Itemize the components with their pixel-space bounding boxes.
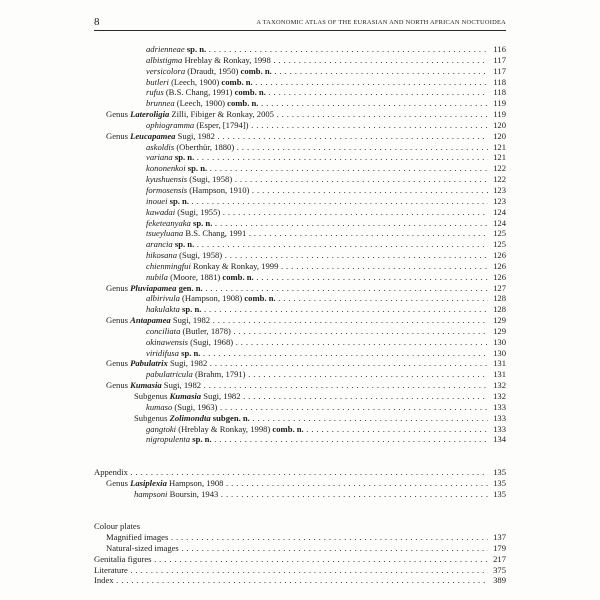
nomenclatural-status: comb. n.: [220, 271, 254, 282]
taxon-name-italic: askoldis: [146, 141, 175, 152]
page-ref: 132: [489, 391, 506, 402]
rank-label: Genus: [106, 358, 131, 369]
nomenclatural-status: sp. n.: [190, 434, 212, 445]
taxon-name: [146, 163, 186, 173]
page-ref: 126: [489, 272, 506, 283]
toc-entry-title: [106, 380, 488, 391]
page-ref: 121: [489, 152, 506, 163]
taxon-author: Zilli, Fibiger & Ronkay, 2005: [169, 109, 274, 120]
rank-label: Genus: [106, 282, 131, 293]
page-ref: 131: [489, 369, 506, 380]
taxon-name-italic: feketeanyaka: [146, 217, 191, 228]
toc-entry-title: [146, 98, 488, 109]
toc-entry: [94, 532, 506, 543]
taxon-name: [146, 120, 194, 130]
toc-entry-title: [134, 489, 488, 500]
nomenclatural-status: comb. n.: [238, 65, 272, 76]
toc-entry: [94, 337, 506, 348]
section-title: Magnified images: [106, 531, 169, 542]
page-ref: 133: [489, 402, 506, 413]
toc-entry-title: [146, 293, 488, 304]
page-ref: 135: [489, 478, 506, 489]
toc-entry: [94, 109, 506, 120]
taxon-name-italic: formosensis: [146, 184, 188, 195]
page-ref: 132: [489, 380, 506, 391]
taxon-name: [146, 369, 193, 379]
page-ref: 129: [489, 315, 506, 326]
taxon-name-italic: conciliata: [146, 325, 181, 336]
toc-spacer: [94, 445, 506, 456]
page-ref: 135: [489, 467, 506, 478]
taxon-author: (Moore, 1881): [167, 271, 221, 282]
nomenclatural-status: sp. n.: [184, 44, 207, 54]
toc-entry-title: [106, 283, 488, 294]
page-ref: 124: [489, 218, 506, 229]
toc-entry: [94, 261, 506, 272]
taxon-name-italic: kawadai: [146, 206, 176, 217]
taxon-name-italic: variana: [146, 152, 173, 163]
toc-entry-title: [146, 163, 488, 174]
toc-entry-title: [146, 424, 488, 435]
taxon-author: Hreblay & Ronkay, 1998: [182, 54, 271, 65]
taxon-author: (Sugi, 1958): [177, 250, 223, 261]
taxon-name: [146, 87, 164, 97]
page-ref: 126: [489, 250, 506, 261]
taxon-name: [146, 207, 175, 217]
toc-entry: [94, 575, 506, 586]
page-ref: 179: [489, 543, 506, 554]
taxon-author: (Hampson, 1908): [179, 293, 243, 304]
page-ref: 124: [489, 207, 506, 218]
taxon-author: (B.S. Chang, 1991): [163, 87, 233, 98]
taxon-name-italic: brunnea: [146, 98, 175, 109]
toc-entry-title: [146, 66, 488, 77]
toc-entry-title: [146, 304, 488, 315]
taxon-name-italic: Kumasia: [130, 380, 162, 391]
toc-entry: [94, 467, 506, 478]
taxon-author: (Leech, 1900): [168, 76, 220, 87]
nomenclatural-status: sp. n.: [172, 239, 195, 250]
toc-entry: [94, 272, 506, 283]
taxon-author: (Hreblay & Ronkay, 1998): [176, 423, 271, 434]
taxon-name-italic: Zolimondta: [169, 412, 211, 423]
rank-label: Subgenus: [134, 412, 170, 423]
toc-entry: [94, 489, 506, 500]
taxon-name-italic: Lateroligia: [130, 109, 170, 120]
taxon-author: Sugi, 1982: [175, 130, 215, 141]
toc-entry: [94, 185, 506, 196]
taxon-name-italic: kumaso: [146, 401, 173, 412]
toc-entry: [94, 380, 506, 391]
toc-entry-title: [146, 120, 488, 131]
toc-entry-title: [94, 575, 488, 586]
taxon-name-italic: albistigma: [146, 54, 183, 65]
toc-entry: [94, 315, 506, 326]
taxon-name: [146, 55, 182, 65]
taxon-author: (Esper, [1794]): [194, 119, 249, 130]
taxon-name: [130, 478, 167, 488]
rank-label: Subgenus: [134, 391, 170, 401]
taxon-author: (Sugi, 1958): [187, 174, 233, 185]
taxon-name: [146, 185, 187, 195]
taxon-name: [146, 77, 169, 87]
taxon-name: [130, 315, 171, 325]
toc-entry-title: [146, 77, 488, 88]
toc-spacer: [94, 456, 506, 467]
taxon-name-italic: ophiogramma: [146, 119, 195, 130]
toc-entry-title: [146, 434, 488, 445]
taxon-name-italic: hakulakta: [146, 304, 180, 315]
toc-entry: [94, 402, 506, 413]
taxon-name-italic: nigropulenta: [146, 434, 191, 445]
toc-entry: [94, 304, 506, 315]
toc-entry: [94, 293, 506, 304]
taxon-name-italic: hampsoni: [134, 488, 168, 499]
toc-entry-title: [146, 272, 488, 283]
toc-entry: [94, 391, 506, 402]
taxon-name: [146, 348, 179, 358]
page-number: 8: [94, 16, 100, 28]
rank-label: Genus: [106, 109, 131, 120]
page-ref: 131: [489, 358, 506, 369]
taxon-name: [146, 326, 180, 336]
toc-entry-title: [146, 44, 488, 55]
taxon-name-italic: kononenkoi: [146, 163, 186, 174]
toc-entry-title: [106, 532, 488, 543]
page-ref: 117: [489, 66, 506, 77]
page-ref: 134: [489, 434, 506, 445]
toc-entry-title: [106, 543, 488, 554]
taxon-author: Boursin, 1943: [167, 488, 219, 499]
taxon-author: (Oberthür, 1880): [174, 141, 235, 152]
taxon-name: [146, 228, 183, 238]
page-ref: 120: [489, 131, 506, 142]
page-ref: 130: [489, 337, 506, 348]
toc-entry: [94, 44, 506, 55]
taxon-name-italic: butleri: [146, 76, 169, 87]
page-ref: 118: [489, 87, 506, 98]
taxon-name-italic: Pabulatrix: [130, 358, 168, 369]
toc-entry: [94, 163, 506, 174]
taxon-author: B.S. Chang, 1991: [183, 228, 247, 239]
taxon-name: [170, 391, 202, 401]
page-ref: 137: [489, 532, 506, 543]
taxon-name: [130, 380, 162, 390]
page-ref: 125: [489, 239, 506, 250]
section-title: Colour plates: [94, 521, 141, 532]
toc-entry: [94, 142, 506, 153]
toc-entry: [94, 120, 506, 131]
toc-entry-title: [106, 478, 488, 489]
taxon-author: (Draudt, 1950): [185, 65, 239, 76]
rank-label: Genus: [106, 130, 131, 141]
taxon-name-italic: kyushuensis: [146, 174, 188, 185]
page-ref: 119: [489, 98, 506, 109]
toc-entry-title: [146, 369, 488, 380]
taxon-name: [130, 283, 176, 293]
page-ref: 117: [489, 55, 506, 66]
toc-spacer: [94, 499, 506, 510]
toc-entry: [94, 152, 506, 163]
toc-entry: [94, 207, 506, 218]
toc-entry-title: [106, 358, 488, 369]
toc-entry: [94, 358, 506, 369]
section-title: Natural-sized images: [106, 542, 179, 553]
section-title: Literature: [94, 564, 128, 575]
taxon-name: [130, 358, 168, 368]
toc-entry-title: [146, 348, 488, 359]
toc-entry-title: [146, 87, 488, 98]
taxon-name-italic: Pluviapamea: [130, 282, 177, 293]
nomenclatural-status: comb. n.: [270, 423, 304, 434]
section-title: Genitalia figures: [94, 553, 152, 564]
toc-entry: [94, 543, 506, 554]
page-ref: 116: [489, 44, 506, 55]
toc-entry: [94, 250, 506, 261]
toc-entry: [94, 434, 506, 445]
page-ref: 375: [489, 565, 506, 576]
page-ref: 120: [489, 120, 506, 131]
taxon-name-italic: Kumasia: [169, 391, 202, 401]
toc-entry-title: [146, 174, 488, 185]
toc-entry: [94, 413, 506, 424]
taxon-name: [146, 44, 185, 54]
taxon-author: Sugi, 1982: [170, 315, 211, 326]
taxon-name: [134, 489, 167, 499]
taxon-name: [146, 174, 187, 184]
toc-entry: [94, 131, 506, 142]
taxon-name-italic: pabulatricula: [146, 369, 193, 380]
nomenclatural-status: sp. n.: [179, 304, 202, 315]
toc-entry: [94, 326, 506, 337]
taxon-name: [146, 98, 175, 108]
taxon-author: (Sugi, 1968): [188, 336, 234, 347]
taxon-name: [146, 250, 177, 260]
toc-entry-title: [94, 521, 488, 532]
page-ref: 126: [489, 261, 506, 272]
page-ref: 121: [489, 142, 506, 153]
nomenclatural-status: sp. n.: [178, 347, 201, 358]
taxon-name-italic: viridifusa: [146, 347, 179, 358]
toc-entry: [94, 424, 506, 435]
toc-entry: [94, 369, 506, 380]
taxon-name: [146, 293, 180, 303]
section-title: Index: [94, 575, 114, 586]
page-ref: 389: [489, 575, 506, 586]
taxon-name: [146, 218, 191, 228]
taxon-author: (Leech, 1900): [174, 98, 226, 109]
toc-entry-title: [146, 152, 488, 163]
nomenclatural-status: sp. n.: [185, 163, 208, 174]
taxon-author: Ronkay & Ronkay, 1999: [190, 260, 279, 271]
taxon-name: [146, 424, 176, 434]
taxon-author: Hampson, 1908: [166, 477, 224, 488]
page-ref: 123: [489, 196, 506, 207]
page-ref: 217: [489, 554, 506, 565]
toc-entry-title: [146, 207, 488, 218]
running-title: A TAXONOMIC ATLAS OF THE EURASIAN AND NORTH AFRICAN NOCTUOIDEA: [256, 19, 506, 26]
page-ref: 128: [489, 293, 506, 304]
taxon-name-italic: arancia: [146, 239, 173, 250]
toc-entry: [94, 98, 506, 109]
page-ref: 118: [489, 77, 506, 88]
page-ref: 122: [489, 174, 506, 185]
taxon-name: [146, 196, 167, 206]
page-ref: 133: [489, 424, 506, 435]
toc-entry-title: [94, 565, 488, 576]
toc-entry-title: [146, 228, 488, 239]
taxon-name: [146, 402, 172, 412]
toc-entry-title: [146, 196, 488, 207]
nomenclatural-status: subgen. n.: [210, 412, 250, 423]
toc-entry-title: [146, 185, 488, 196]
toc-entry-title: [134, 413, 488, 424]
toc-entry: [94, 55, 506, 66]
toc-entry-title: [146, 326, 488, 337]
rank-label: Genus: [106, 477, 131, 488]
toc-entry: [94, 283, 506, 294]
toc-entry-title: [146, 55, 488, 66]
taxon-name: [146, 261, 191, 271]
nomenclatural-status: comb. n.: [219, 76, 253, 87]
page-ref: 135: [489, 489, 506, 500]
toc-entry: [94, 87, 506, 98]
toc-entry: [94, 174, 506, 185]
page-ref: 130: [489, 348, 506, 359]
taxon-name: [146, 272, 168, 282]
toc-entry: [94, 565, 506, 576]
taxon-name: [146, 434, 190, 444]
taxon-name-italic: Antapamea: [130, 315, 171, 326]
toc-entry: [94, 228, 506, 239]
taxon-name: [130, 109, 169, 119]
page-ref: 127: [489, 283, 506, 294]
nomenclatural-status: gen. n.: [176, 282, 203, 293]
page-ref: 123: [489, 185, 506, 196]
taxon-author: (Hampson, 1910): [187, 184, 250, 195]
page-ref: 122: [489, 163, 506, 174]
taxon-name-italic: albirivula: [146, 293, 180, 304]
nomenclatural-status: sp. n.: [167, 195, 189, 206]
toc-entry: [94, 77, 506, 88]
taxon-author: Sugi, 1982: [167, 358, 208, 369]
rank-label: Genus: [106, 315, 131, 326]
toc-entry: [94, 554, 506, 565]
toc-entry-title: [106, 315, 488, 326]
taxon-author: (Butler, 1878): [180, 325, 231, 336]
taxon-author: (Sugi, 1955): [175, 206, 221, 217]
page-header: [94, 16, 506, 31]
toc-entry: [94, 239, 506, 250]
taxon-name-italic: adrienneae: [146, 44, 185, 54]
nomenclatural-status: sp. n.: [190, 217, 213, 228]
toc-entry-title: [94, 467, 488, 478]
taxon-author: (Brahm, 1791): [192, 369, 246, 380]
toc-entry-title: [146, 239, 488, 250]
section-title: Appendix: [94, 466, 128, 477]
taxon-name-italic: versicolora: [146, 65, 186, 76]
nomenclatural-status: sp. n.: [172, 152, 195, 163]
toc-entry-title: [146, 402, 488, 413]
taxon-name-italic: Leucapamea: [130, 130, 176, 141]
page-ref: 119: [489, 109, 506, 120]
page-ref: 129: [489, 326, 506, 337]
taxon-name: [146, 152, 173, 162]
taxon-name: [146, 142, 174, 152]
nomenclatural-status: comb. n.: [242, 293, 276, 304]
toc-entry-title: [146, 142, 488, 153]
toc-entry-title: [146, 218, 488, 229]
nomenclatural-status: comb. n.: [225, 98, 259, 109]
taxon-name: [170, 413, 211, 423]
page-ref: 133: [489, 413, 506, 424]
taxon-name: [146, 239, 173, 249]
taxon-name-italic: tsueyluana: [146, 228, 184, 239]
taxon-author: Sugi, 1982: [201, 391, 241, 401]
toc-entry: [94, 196, 506, 207]
taxon-author: Sugi, 1982: [161, 380, 202, 391]
toc-entry-title: [106, 109, 488, 120]
taxon-name-italic: chienmingfui: [146, 260, 191, 271]
toc-entry: [94, 66, 506, 77]
page-ref: 128: [489, 304, 506, 315]
toc-entry: [94, 521, 506, 532]
taxon-name-italic: nubila: [146, 271, 168, 282]
taxon-name-italic: okinawensis: [146, 336, 189, 347]
taxon-name-italic: Lasiplexia: [130, 477, 167, 488]
taxon-name: [130, 131, 175, 141]
taxon-name-italic: hikosana: [146, 250, 178, 261]
toc-entry-title: [146, 250, 488, 261]
taxon-name: [146, 66, 185, 76]
page-ref: 125: [489, 228, 506, 239]
taxon-name: [146, 304, 180, 314]
toc-entry-title: [94, 554, 488, 565]
toc-entry-title: [106, 131, 488, 142]
toc-entry: [94, 478, 506, 489]
table-of-contents: [94, 44, 506, 586]
taxon-name-italic: rufus: [146, 87, 164, 98]
taxon-name: [146, 337, 188, 347]
rank-label: Genus: [106, 380, 131, 391]
toc-entry: [94, 218, 506, 229]
nomenclatural-status: comb. n.: [232, 87, 266, 98]
toc-entry: [94, 348, 506, 359]
taxon-name-italic: inouei: [146, 195, 168, 206]
toc-entry-title: [146, 261, 488, 272]
toc-entry-title: [134, 391, 488, 402]
taxon-author: (Sugi, 1963): [172, 401, 218, 412]
toc-entry-title: [146, 337, 488, 348]
taxon-name-italic: gangtoki: [146, 423, 177, 434]
toc-spacer: [94, 510, 506, 521]
